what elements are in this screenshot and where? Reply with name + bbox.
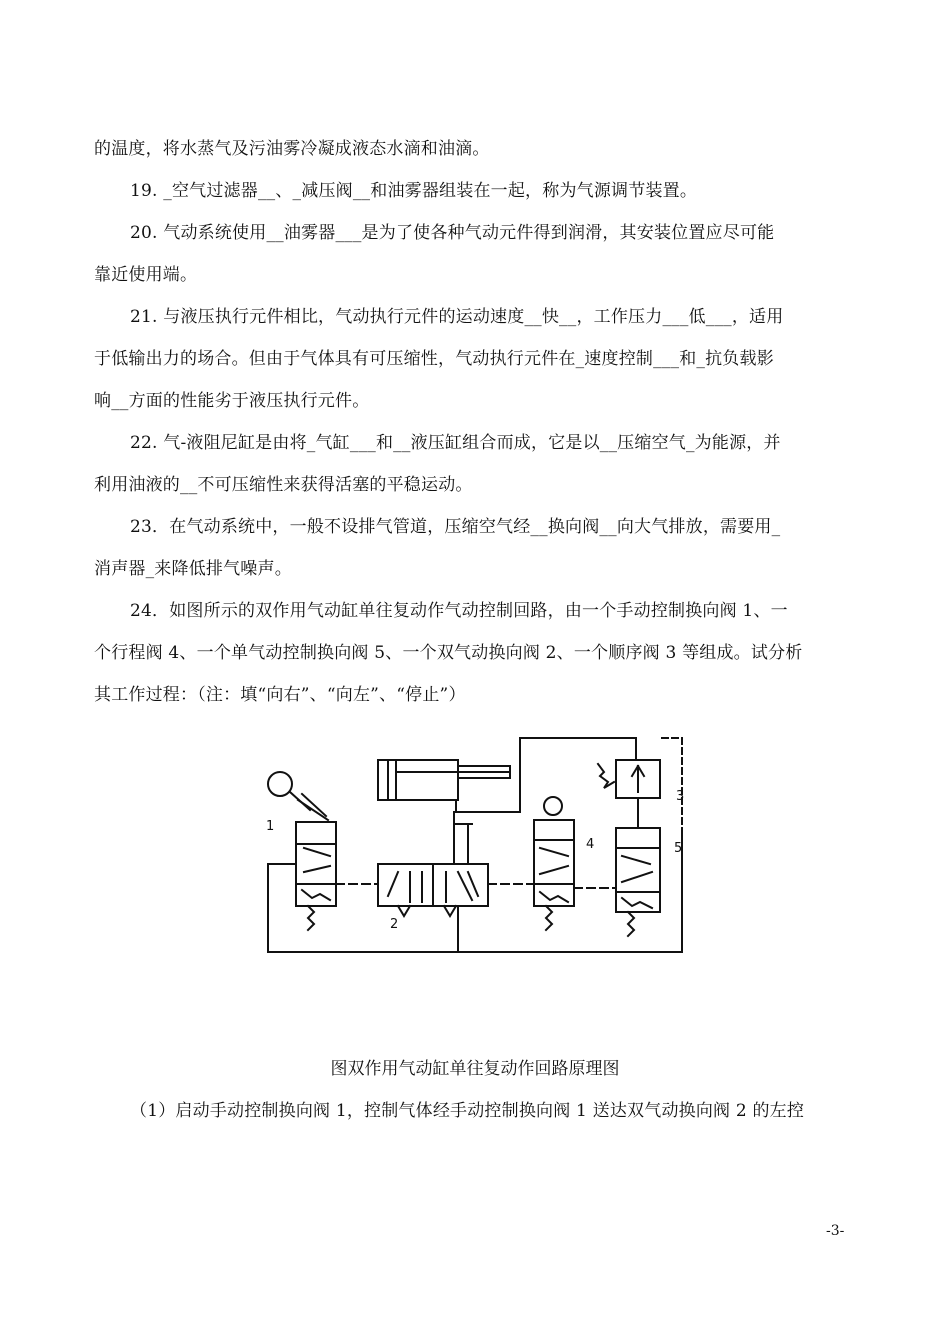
valve-1-handle	[268, 772, 292, 796]
text-line: 消声器_来降低排气噪声。	[94, 559, 292, 579]
valve-1-label: 1	[266, 819, 275, 834]
text-line: 其工作过程：（注：填“向右”、“向左”、“停止”）	[94, 685, 466, 705]
page-number: -3-	[826, 1223, 845, 1239]
text-line: 利用油液的__不可压缩性来获得活塞的平稳运动。	[94, 475, 473, 495]
question-24: 24．如图所示的双作用气动缸单往复动作气动控制回路，由一个手动控制换向阀 1、一	[130, 601, 788, 621]
valve-3-label: 3	[676, 789, 685, 804]
question-20: 20. 气动系统使用__油雾器___是为了使各种气动元件得到润滑，其安装位置应尽可能	[130, 223, 775, 243]
question-22: 22. 气-液阻尼缸是由将_气缸___和__液压缸组合而成，它是以__压缩空气_为能源，并	[130, 433, 781, 453]
valve-5	[616, 848, 660, 892]
cylinder-body	[378, 760, 458, 800]
valve-4-roller	[544, 797, 562, 815]
question-21: 21. 与液压执行元件相比，气动执行元件的运动速度__快__，工作压力___低___，适用	[130, 307, 784, 327]
valve-1	[296, 844, 336, 884]
text-line: 的温度，将水蒸气及污油雾冷凝成液态水滴和油滴。	[94, 139, 490, 159]
question-23: 23．在气动系统中，一般不设排气管道，压缩空气经__换向阀__向大气排放，需要用_	[130, 517, 781, 537]
valve-4-label: 4	[586, 837, 595, 852]
text-line: 响__方面的性能劣于液压执行元件。	[94, 391, 370, 411]
figure-caption: 图双作用气动缸单往复动作回路原理图	[330, 1059, 620, 1079]
text-line: 靠近使用端。	[94, 265, 198, 285]
text-line: 于低输出力的场合。但由于气体具有可压缩性，气动执行元件在_速度控制___和_抗负载影	[94, 349, 774, 369]
answer-step-1: （1）启动手动控制换向阀 1，控制气体经手动控制换向阀 1 送达双气动换向阀 2 的左控	[130, 1101, 805, 1121]
valve-4	[534, 840, 574, 884]
valve-5-label: 5	[674, 841, 683, 856]
pneumatic-circuit-diagram	[258, 732, 694, 960]
text-line: 个行程阀 4、一个单气动控制换向阀 5、一个双气动换向阀 2、一个顺序阀 3 等组成。试分析	[94, 643, 803, 663]
valve-2-label: 2	[390, 917, 399, 932]
question-19: 19. _空气过滤器__、_减压阀__和油雾器组装在一起，称为气源调节装置。	[130, 181, 698, 201]
